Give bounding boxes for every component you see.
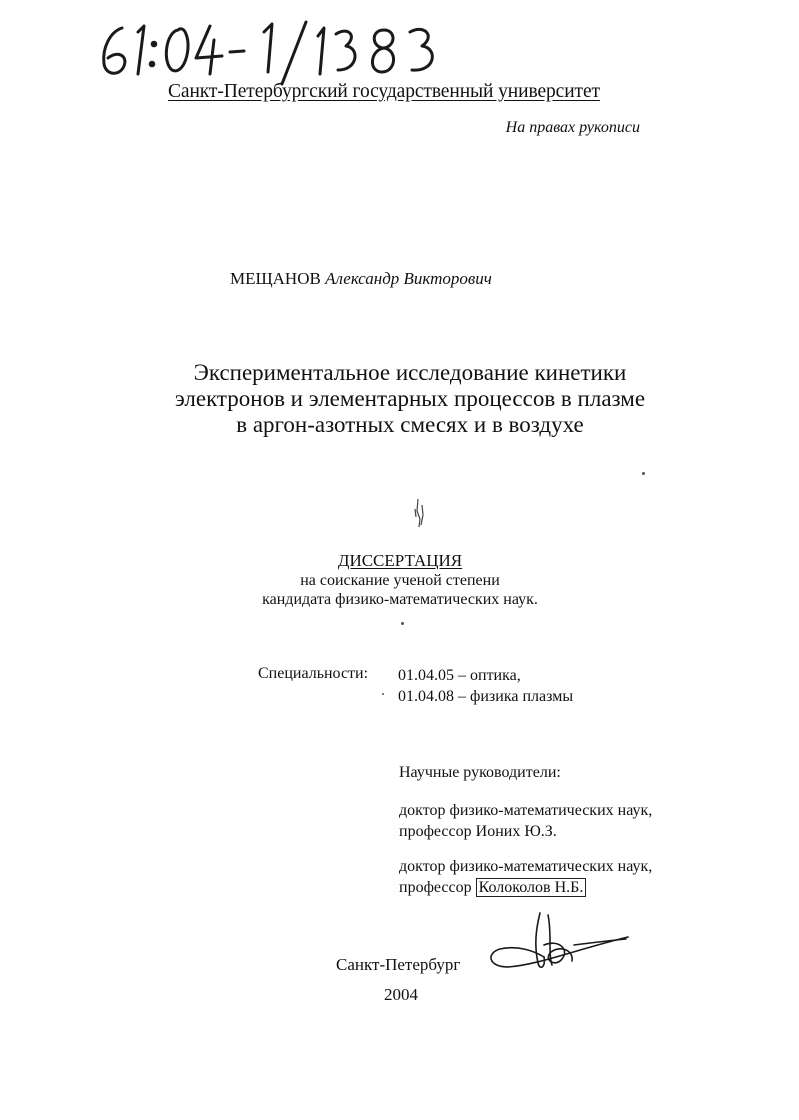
advisor-name: Ионих Ю.З. — [475, 823, 557, 840]
scan-artifact-mark — [410, 497, 430, 529]
advisor-title-name — [399, 821, 652, 842]
title-line: электронов и элементарных процессов в плазме — [174, 386, 646, 411]
title-line: в аргон-азотных смесях и в воздухе — [236, 412, 584, 437]
advisor-degree: доктор физико-математических наук, — [399, 802, 653, 819]
degree-line: на соискание ученой степени — [300, 572, 500, 589]
author-given-names: Александр Викторович — [325, 269, 492, 288]
advisor-name-boxed: Колоколов Н.Б. — [476, 878, 587, 897]
dissertation-label: ДИССЕРТАЦИЯ — [337, 551, 463, 570]
scan-speck — [382, 693, 384, 695]
specialties-list — [398, 665, 573, 707]
advisor-title: профессор — [399, 823, 472, 840]
advisor-entry — [399, 856, 652, 898]
advisor-entry — [399, 800, 652, 842]
signature — [478, 905, 638, 985]
author-name — [230, 269, 570, 289]
author-surname: МЕЩАНОВ — [230, 269, 321, 288]
degree-line: кандидата физико-математических наук. — [262, 591, 538, 608]
title-line: Экспериментальное исследование кинетики — [193, 360, 627, 385]
university-name: Санкт-Петербургский государственный университет — [168, 81, 600, 102]
specialties-label: Специальности: — [258, 665, 369, 682]
manuscript-rights-note: На правах рукописи — [505, 119, 640, 136]
dissertation-block — [160, 551, 640, 609]
scan-speck — [401, 622, 404, 625]
dissertation-title — [100, 360, 720, 438]
handwritten-archive-code — [92, 18, 452, 88]
city: Санкт-Петербург — [336, 955, 461, 974]
scan-speck — [642, 472, 645, 475]
advisor-degree: доктор физико-математических наук, — [399, 858, 653, 875]
advisor-title-name — [399, 877, 652, 898]
specialty-item: 01.04.08 – физика плазмы — [398, 688, 574, 705]
specialty-item: 01.04.05 – оптика, — [398, 667, 521, 684]
advisors-heading: Научные руководители: — [399, 764, 561, 781]
year: 2004 — [384, 985, 418, 1004]
advisor-title: профессор — [399, 879, 472, 896]
